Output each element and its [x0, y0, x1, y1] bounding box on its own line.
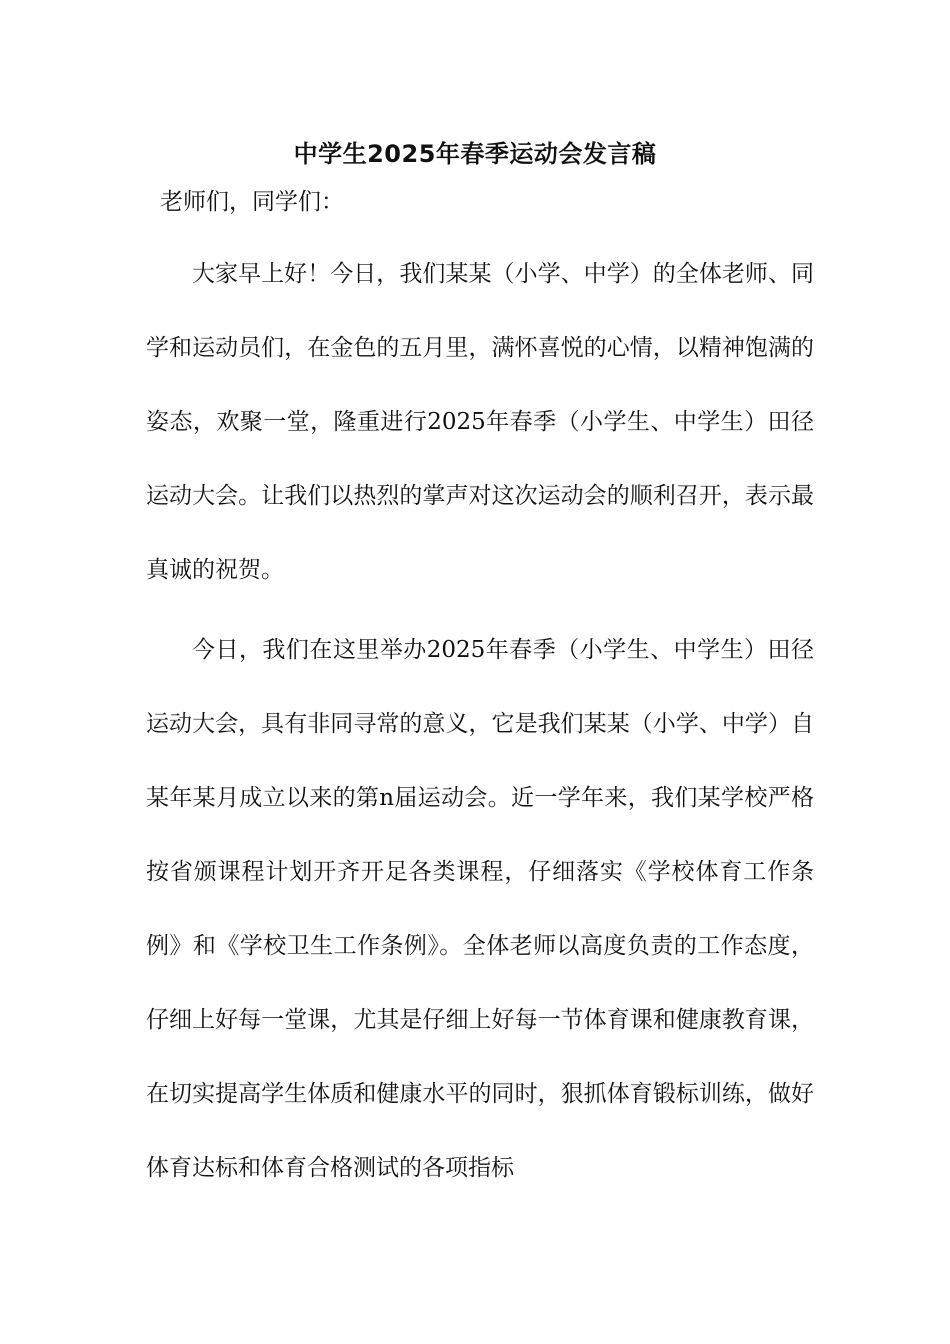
salutation: 老师们，同学们： [160, 189, 344, 215]
paragraph-1: 大家早上好！今日，我们某某（小学、中学）的全体老师、同学和运动员们，在金色的五月里，满怀喜悦的心情，以精神饱满的姿态，欢聚一堂，隆重进行2025年春季（小学生、中学生）田径运动大会。让我们以热烈的掌声对这次运动会的顺利召开，表示最真诚的祝贺。 [146, 261, 814, 583]
paragraph-2: 今日，我们在这里举办2025年春季（小学生、中学生）田径运动大会，具有非同寻常的意义，它是我们某某（小学、中学）自某年某月成立以来的第n届运动会。近一学年来，我们某学校严格按省颁课程计划开齐开足各类课程，仔细落实《学校体育工作条例》和《学校卫生工作条例》。全体老师以高度负责的工作态度，仔细上好每一堂课，尤其是仔细上好每一节体育课和健康教育课，在切实提高学生体质和健康水平的同时，狠抓体育锻标训练，做好体育达标和体育合格测试的各项指标 [146, 637, 814, 1181]
document-title: 中学生2025年春季运动会发言稿 [293, 140, 657, 168]
